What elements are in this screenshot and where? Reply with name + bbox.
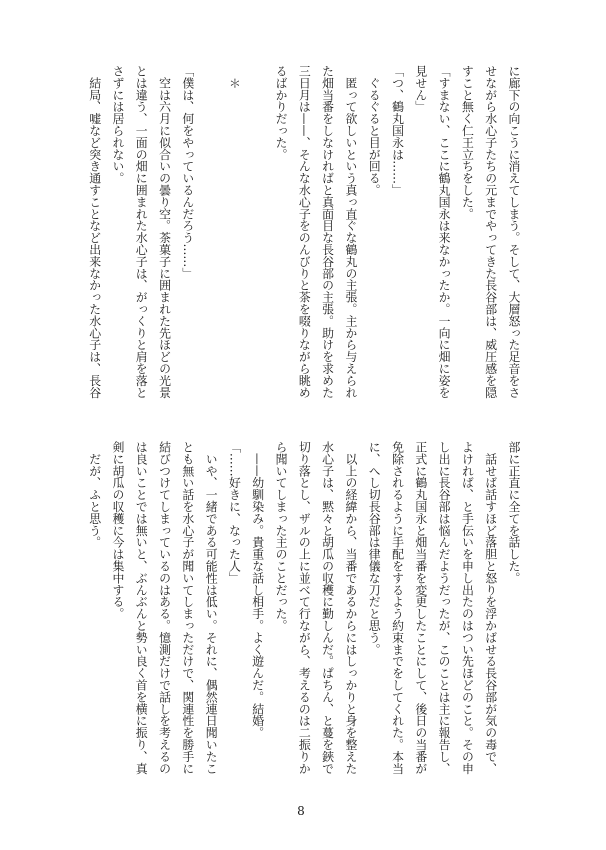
text-column: すこと無く仁王立ちをした。 bbox=[460, 65, 475, 220]
text-column: 「僕は、何をやっているんだろう……」 bbox=[180, 65, 195, 280]
text-column: 免除されるように手配をするよう約束までをしてくれた。本当 bbox=[390, 441, 405, 775]
text-column: 話せば話すほど落胆と怒りを浮かばせる長谷部が気の毒で、 bbox=[483, 441, 498, 775]
text-block-top bbox=[82, 65, 525, 417]
text-column: だが、ふと思う。 bbox=[87, 441, 102, 549]
text-column bbox=[245, 65, 268, 417]
text-column: に、へし切長谷部は律儀な刀だと思う。 bbox=[367, 441, 382, 656]
text-column: ら聞いてしまった主のことだった。 bbox=[274, 441, 289, 632]
text-column: よければ、と手伝いを申し出たのはつい先ほどのこと。その申 bbox=[460, 441, 475, 775]
text-column: 水心子は、黙々と胡瓜の収穫に勤しんだ。ぱちん、と蔓を鋏で bbox=[320, 441, 335, 775]
text-column: るばかりだった。 bbox=[274, 65, 289, 161]
text-column: ＊ bbox=[227, 65, 242, 89]
text-column: 切り落とし、ザルの上に並べて行ながら、考えるのは二振りか bbox=[297, 441, 312, 775]
text-column: 以上の経緯から、当番であるからにはしっかりと身を整えた bbox=[343, 441, 358, 775]
text-column: に廊下の向こうに消えてしまう。そして、大層怒った足音をさ bbox=[507, 65, 521, 399]
text-column: 匿って欲しいという真っ直ぐな鶴丸の主張。主から与えられ bbox=[343, 65, 358, 399]
text-column: 部に正直に全てを話した。 bbox=[507, 441, 521, 584]
text-column: ——幼馴染み。貴重な話し相手。よく遊んだ。結婚。 bbox=[250, 441, 265, 739]
text-column bbox=[199, 65, 222, 417]
text-column: とは違う、一面の畑に囲まれた水心子は、がっくりと肩を落と bbox=[134, 65, 149, 399]
text-column: 見せん」 bbox=[413, 65, 428, 113]
text-column: 結びつけてしまっているのはある。憶測だけで話しを考えるの bbox=[157, 441, 172, 775]
text-column: し出に長谷部は悩んだようだったが、このことは主に報告し、 bbox=[437, 441, 452, 775]
text-column: 正式に鶴丸国永と畑当番を変更したことにして、後日の当番が bbox=[413, 441, 428, 775]
text-column: 空は六月に似合いの曇り空。茶菓子に囲まれた先ほどの光景 bbox=[157, 65, 172, 399]
text-block-bottom bbox=[82, 441, 525, 793]
text-column: た畑当番をしなければと真面目な長谷部の主張。助けを求めた bbox=[320, 65, 335, 399]
text-column: 三日月は——、そんな水心子をのんびりと茶を啜りながら眺め bbox=[297, 65, 312, 399]
text-column: ぐるぐると目が回る。 bbox=[367, 65, 382, 196]
page-number: 8 bbox=[297, 804, 305, 818]
text-column: いや、一緒である可能性は低い。それに、偶然連日聞いたこ bbox=[204, 441, 219, 775]
text-column: せながら水心子たちの元までやってきた長谷部は、威圧感を隠 bbox=[483, 65, 498, 399]
text-column: 「……好きに、なった人」 bbox=[227, 441, 242, 584]
text-column: 結局、嘘など突き通すことなど出来なかった水心子は、長谷 bbox=[87, 65, 102, 399]
text-column: 剣に胡瓜の収穫に今は集中する。 bbox=[110, 441, 125, 620]
text-column: 「すまない、ここに鶴丸国永は来なかったか。一向に畑に姿を bbox=[437, 65, 452, 399]
text-column: とも無い話を水心子が聞いてしまっただけで、関連性を勝手に bbox=[180, 441, 195, 775]
text-column: さずには居られない。 bbox=[110, 65, 125, 184]
text-column: は良いことでは無いと、ぶんぶんと勢い良く首を横に振り、真 bbox=[134, 441, 149, 775]
text-column: 「つ、鶴丸国永は……」 bbox=[390, 65, 405, 196]
